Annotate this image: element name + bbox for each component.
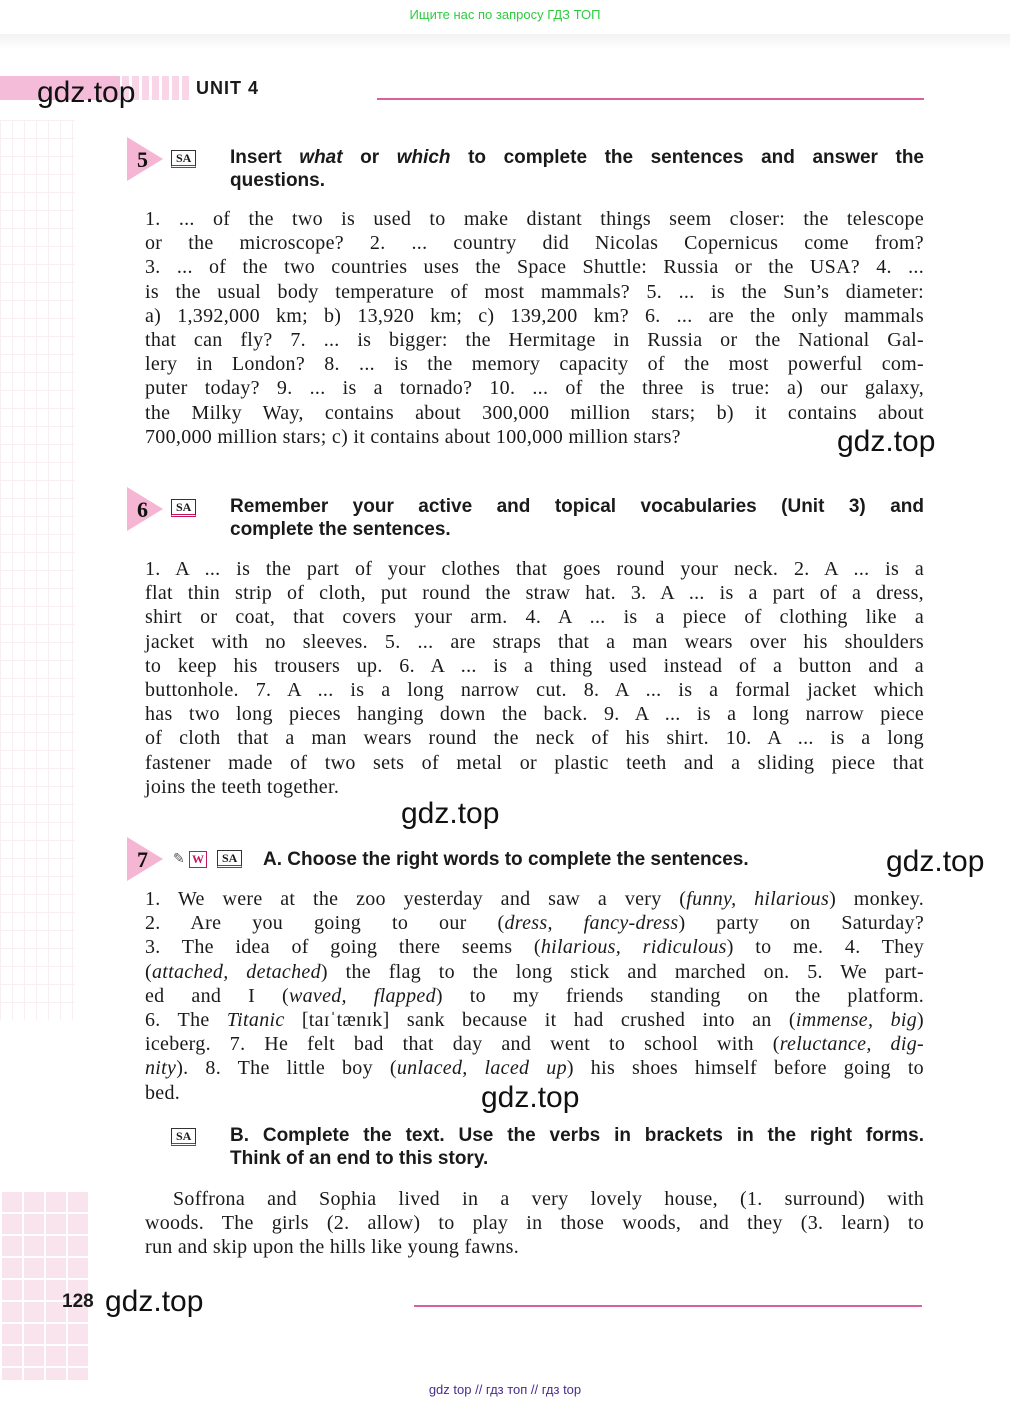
exercise-number-text: 5 xyxy=(137,147,148,172)
text-line xyxy=(145,1187,924,1211)
text-segment: has two long pieces hanging down the back. 9. A ... is a long narrow piece xyxy=(145,703,924,726)
text-line xyxy=(145,775,924,799)
text-segment: bed. xyxy=(145,1081,181,1104)
footer-rule xyxy=(414,1305,922,1307)
decorative-grid xyxy=(0,1190,90,1380)
text-line xyxy=(145,376,924,400)
italic-text: what xyxy=(299,147,343,168)
exercise-6-title xyxy=(230,495,924,541)
exercise-6-text xyxy=(145,557,924,799)
text-segment: ) to me. 4. They xyxy=(726,936,924,959)
text-segment: ed and I ( xyxy=(145,984,289,1007)
text-line xyxy=(145,678,924,702)
text-line xyxy=(145,425,924,449)
text-line xyxy=(263,848,863,871)
text-line xyxy=(145,630,924,654)
text-line xyxy=(230,169,924,192)
italic-text: nity xyxy=(145,1057,177,1080)
watermark: gdz.top xyxy=(37,76,136,109)
text-line xyxy=(145,1008,924,1032)
text-segment: 2. Are you going to our ( xyxy=(145,912,505,935)
header-rule xyxy=(377,98,924,100)
self-assessment-icon: SA xyxy=(171,150,196,168)
text-segment: ) his shoes himself before going to xyxy=(566,1057,924,1080)
text-segment: 1. ... of the two is used to make distant things seem closer: the telescope xyxy=(145,208,924,230)
watermark: gdz.top xyxy=(886,845,985,878)
text-line xyxy=(145,581,924,605)
watermark: gdz.top xyxy=(401,797,500,830)
italic-text: reluctance, dig- xyxy=(779,1033,924,1056)
italic-text: hilarious, ridiculous xyxy=(540,936,727,959)
exercise-7a-text xyxy=(145,887,924,1105)
text-segment: 3. ... of the two countries uses the Space Shuttle: Russia or the USA? 4. ... xyxy=(145,256,924,279)
text-segment: A. Choose the right words to complete the sentences. xyxy=(263,849,749,870)
text-segment: [taɪˈtænɪk] sank because it had crushed into an ( xyxy=(284,1009,796,1032)
text-line xyxy=(145,911,924,935)
text-segment: fastener made of two sets of metal or plastic teeth and a sliding piece that xyxy=(145,751,924,774)
self-assessment-icon: SA xyxy=(171,499,196,517)
text-line xyxy=(145,304,924,328)
text-line xyxy=(145,960,924,984)
text-segment: 3. The idea of going there seems ( xyxy=(145,936,541,959)
text-line xyxy=(145,935,924,959)
text-segment: jacket with no sleeves. 5. ... are straps that a man wears over his shoulders xyxy=(145,630,924,653)
text-line xyxy=(145,726,924,750)
text-line xyxy=(145,1032,924,1056)
text-line xyxy=(145,751,924,775)
pencil-icon: ✎ xyxy=(173,852,185,867)
watermark: gdz.top xyxy=(481,1081,580,1114)
text-line xyxy=(145,984,924,1008)
italic-text: attached, detached xyxy=(151,960,321,983)
text-line xyxy=(145,280,924,304)
text-segment: joins the teeth together. xyxy=(145,775,340,798)
text-segment: a) 1,392,000 km; b) 13,920 km; c) 139,200 km? 6. ... are the only mammals xyxy=(145,304,924,327)
text-segment: flat thin strip of cloth, put round the straw hat. 3. A ... is a part of a dress, xyxy=(145,582,924,605)
text-segment: Insert xyxy=(230,147,300,168)
watermark: gdz.top xyxy=(105,1285,204,1318)
text-line xyxy=(145,557,924,581)
text-segment: ) monkey. xyxy=(829,888,925,910)
text-segment: to complete the sentences and answer the xyxy=(450,147,924,168)
exercise-number-text: 7 xyxy=(137,847,148,872)
text-segment: or the microscope? 2. ... country did Nicolas Copernicus come from? xyxy=(145,232,924,255)
text-line xyxy=(145,654,924,678)
text-segment: Remember your active and topical vocabularies (Unit 3) and xyxy=(230,496,924,517)
decorative-grid xyxy=(0,120,75,1020)
exercise-number xyxy=(127,137,161,181)
exercise-number xyxy=(127,487,161,531)
text-segment: ). 8. The little boy ( xyxy=(176,1057,397,1080)
text-segment: woods. The girls (2. allow) to play in those woods, and they (3. learn) to xyxy=(145,1212,924,1235)
self-assessment-icon: SA xyxy=(217,850,242,868)
italic-text: waved, flapped xyxy=(288,984,436,1007)
text-line xyxy=(230,495,924,518)
text-line xyxy=(145,887,924,911)
footer-links[interactable]: gdz top // гдз топ // гдз top xyxy=(428,1382,582,1397)
text-line xyxy=(145,207,924,231)
italic-text: funny, hilarious xyxy=(686,888,830,910)
text-segment: 6. The xyxy=(145,1009,227,1032)
text-segment: the Milky Way, contains about 300,000 million stars; b) it contains about xyxy=(145,401,924,424)
text-segment: iceberg. 7. He felt bad that day and went to school with ( xyxy=(145,1033,780,1056)
exercise-7b-title xyxy=(230,1124,924,1170)
exercise-number xyxy=(127,837,161,881)
text-segment: lery in London? 8. ... is the memory capacity of the most powerful com- xyxy=(145,353,924,376)
text-line xyxy=(230,518,924,541)
text-segment: run and skip upon the hills like young fawns. xyxy=(145,1236,520,1259)
text-line xyxy=(145,352,924,376)
text-segment: questions. xyxy=(230,170,326,191)
watermark: gdz.top xyxy=(837,425,936,458)
text-line xyxy=(145,1235,924,1259)
text-line xyxy=(145,605,924,629)
text-segment: B. Complete the text. Use the verbs in brackets in the right forms. xyxy=(230,1125,924,1146)
self-assessment-icon: SA xyxy=(171,1128,196,1146)
text-line xyxy=(230,1124,924,1147)
text-segment: 1. We were at the zoo yesterday and saw a very ( xyxy=(145,888,687,910)
text-segment: ) xyxy=(917,1009,924,1032)
text-segment: shirt or coat, that covers your arm. 4. A ... is a piece of clothing like a xyxy=(145,606,924,629)
exercise-number-text: 6 xyxy=(137,497,148,522)
text-segment: 1. A ... is the part of your clothes that goes round your neck. 2. A ... is a xyxy=(145,558,924,580)
text-segment: ) the flag to the long stick and marched on. 5. We part- xyxy=(320,960,924,983)
text-line xyxy=(145,1211,924,1235)
italic-text: unlaced, laced up xyxy=(396,1057,567,1080)
unit-heading: UNIT 4 xyxy=(196,78,260,98)
text-segment: of cloth that a man wears round the neck of his shirt. 10. A ... is a long xyxy=(145,727,924,750)
text-line xyxy=(145,702,924,726)
italic-text: immense, big xyxy=(795,1009,918,1032)
text-segment: buttonhole. 7. A ... is a long narrow cut. 8. A ... is a formal jacket which xyxy=(145,679,924,702)
divider xyxy=(0,34,1010,50)
text-line xyxy=(145,255,924,279)
text-line xyxy=(145,1056,924,1080)
exercise-5-title xyxy=(230,146,924,192)
exercise-7a-title xyxy=(263,848,863,871)
exercise-7b-text xyxy=(145,1187,924,1260)
text-segment: puter today? 9. ... is a tornado? 10. ... of the three is true: a) our galaxy, xyxy=(145,377,924,400)
text-segment: to keep his trousers up. 6. A ... is a thing used instead of a button and a xyxy=(145,654,924,677)
text-segment: complete the sentences. xyxy=(230,519,451,540)
text-segment: 700,000 million stars; c) it contains about 100,000 million stars? xyxy=(145,425,681,448)
top-banner[interactable]: Ищите нас по запросу ГДЗ ТОП xyxy=(409,7,601,22)
text-segment: or xyxy=(342,147,397,168)
italic-text: dress, fancy-dress xyxy=(504,912,679,935)
text-line xyxy=(230,146,924,169)
text-segment: ( xyxy=(145,960,152,983)
exercise-5-text xyxy=(145,207,924,449)
text-segment: is the usual body temperature of most mammals? 5. ... is the Sun’s diameter: xyxy=(145,280,924,303)
writing-icon: W xyxy=(189,851,207,868)
text-segment: Soffrona and Sophia lived in a very lovely house, (1. surround) with xyxy=(173,1188,924,1210)
text-segment: ) party on Saturday? xyxy=(678,912,924,935)
text-segment: that can fly? 7. ... is bigger: the Hermitage in Russia or the National Gal- xyxy=(145,329,924,352)
italic-text: which xyxy=(396,147,451,168)
text-line xyxy=(145,328,924,352)
page-number: 128 xyxy=(62,1291,94,1312)
text-line xyxy=(145,231,924,255)
text-line xyxy=(230,1147,924,1170)
text-line xyxy=(145,401,924,425)
italic-text: Titanic xyxy=(226,1009,285,1032)
text-segment: ) to my friends standing on the platform. xyxy=(435,984,924,1007)
text-segment: Think of an end to this story. xyxy=(230,1148,489,1169)
